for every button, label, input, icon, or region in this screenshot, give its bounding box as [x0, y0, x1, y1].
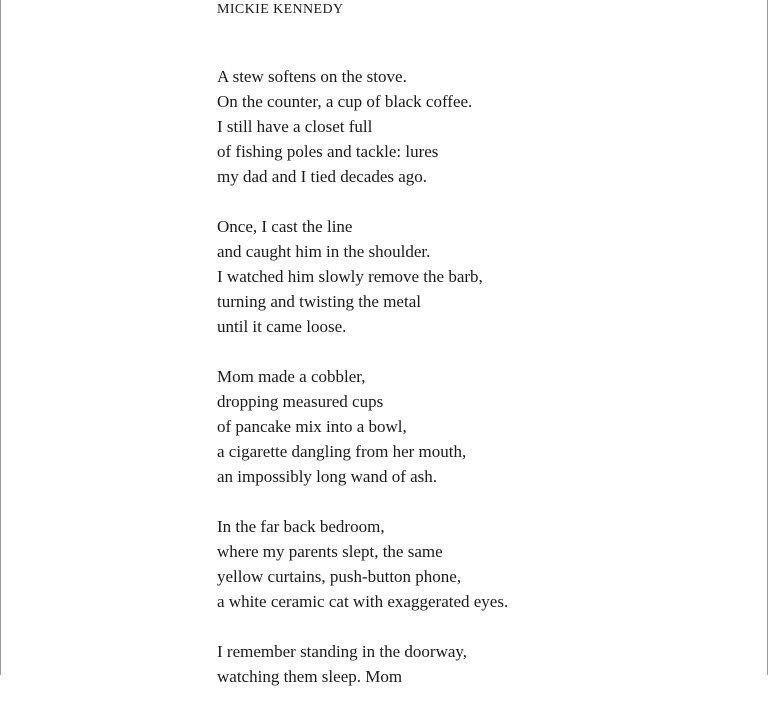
poem-line: of pancake mix into a bowl, [217, 417, 407, 436]
poem-line: a white ceramic cat with exaggerated eyes. [217, 592, 509, 611]
poem-line: I watched him slowly remove the barb, [217, 267, 483, 286]
poem-line: In the far back bedroom, [217, 517, 385, 536]
poem-line: watching them sleep. Mom [217, 667, 403, 686]
poem-line: dropping measured cups [217, 392, 384, 411]
stanza-4 [217, 514, 737, 614]
poem-line: yellow curtains, push-button phone, [217, 567, 462, 586]
poem-line: an impossibly long wand of ash. [217, 467, 438, 486]
poem-line: I still have a closet full [217, 117, 373, 136]
stanza-1 [217, 64, 737, 189]
poem-line: of fishing poles and tackle: lures [217, 142, 439, 161]
poem-line: and caught him in the shoulder. [217, 242, 431, 261]
poem-line: A stew softens on the stove. [217, 67, 407, 86]
stanza-2 [217, 214, 737, 339]
poem-line: I remember standing in the doorway, [217, 642, 468, 661]
poem-line: where my parents slept, the same [217, 542, 443, 561]
author-name: MICKIE KENNEDY [217, 2, 344, 17]
poem-line: a cigarette dangling from her mouth, [217, 442, 467, 461]
poem-line: On the counter, a cup of black coffee. [217, 92, 473, 111]
poem-line: Once, I cast the line [217, 217, 353, 236]
poem-line: until it came loose. [217, 317, 347, 336]
poem-line: Mom made a cobbler, [217, 367, 366, 386]
stanza-3 [217, 364, 737, 489]
poem-body [217, 64, 737, 714]
poem-line: turning and twisting the metal [217, 292, 421, 311]
stanza-5 [217, 639, 737, 689]
poem-line: my dad and I tied decades ago. [217, 167, 428, 186]
